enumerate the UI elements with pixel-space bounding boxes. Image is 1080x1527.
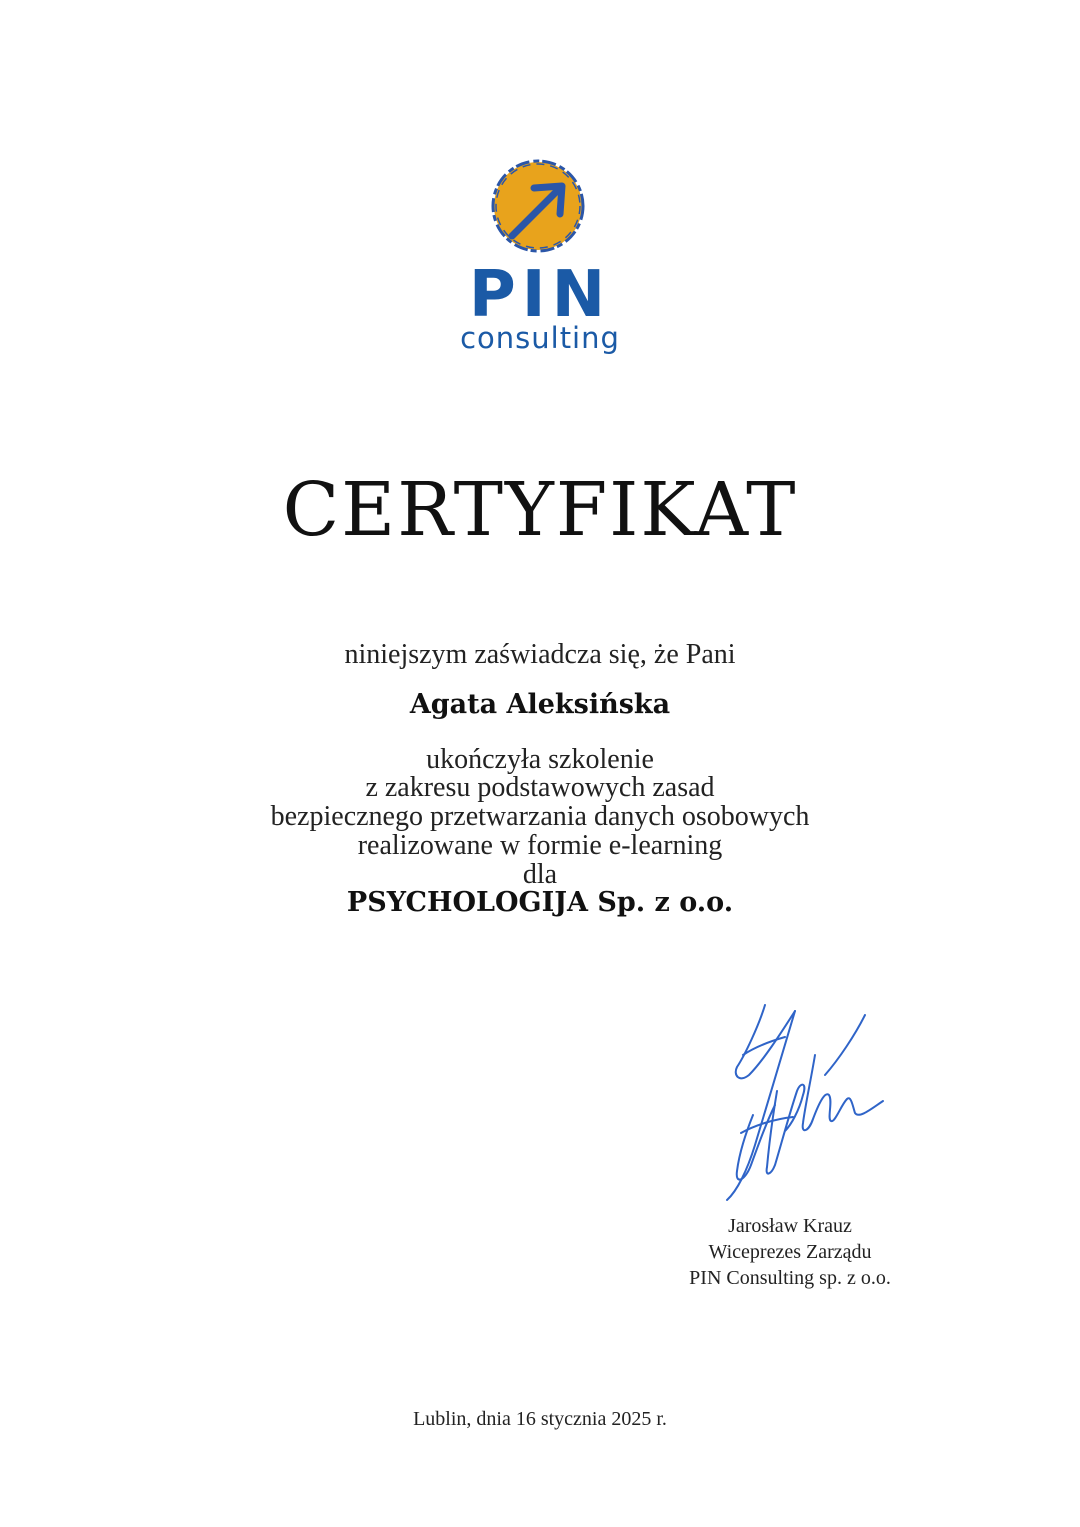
recipient-name: Agata Aleksińska [409, 689, 671, 720]
handwritten-signature [715, 995, 895, 1210]
logo-brand-top: PIN [468, 258, 612, 332]
body-line-1: ukończyła szkolenie [426, 744, 654, 775]
signer-role: Wiceprezes Zarządu [708, 1241, 872, 1263]
arrow-up-right-in-circle-icon [493, 161, 583, 251]
place-and-date: Lublin, dnia 16 stycznia 2025 r. [413, 1408, 667, 1430]
intro-text: niniejszym zaświadcza się, że Pani [344, 639, 736, 670]
signer-name: Jarosław Krauz [728, 1215, 852, 1237]
signer-organization: PIN Consulting sp. z o.o. [689, 1267, 891, 1289]
pin-consulting-logo [430, 158, 650, 358]
company-name: PSYCHOLOGIJA Sp. z o.o. [346, 887, 734, 918]
body-line-2: z zakresu podstawowych zasad [365, 772, 715, 803]
certificate-title: CERTYFIKAT [282, 467, 798, 553]
body-line-3: bezpiecznego przetwarzania danych osobowych [270, 801, 810, 832]
logo-brand-bottom: consulting [460, 321, 620, 355]
body-line-4: realizowane w formie e-learning [357, 830, 723, 861]
body-line-5: dla [522, 859, 558, 890]
